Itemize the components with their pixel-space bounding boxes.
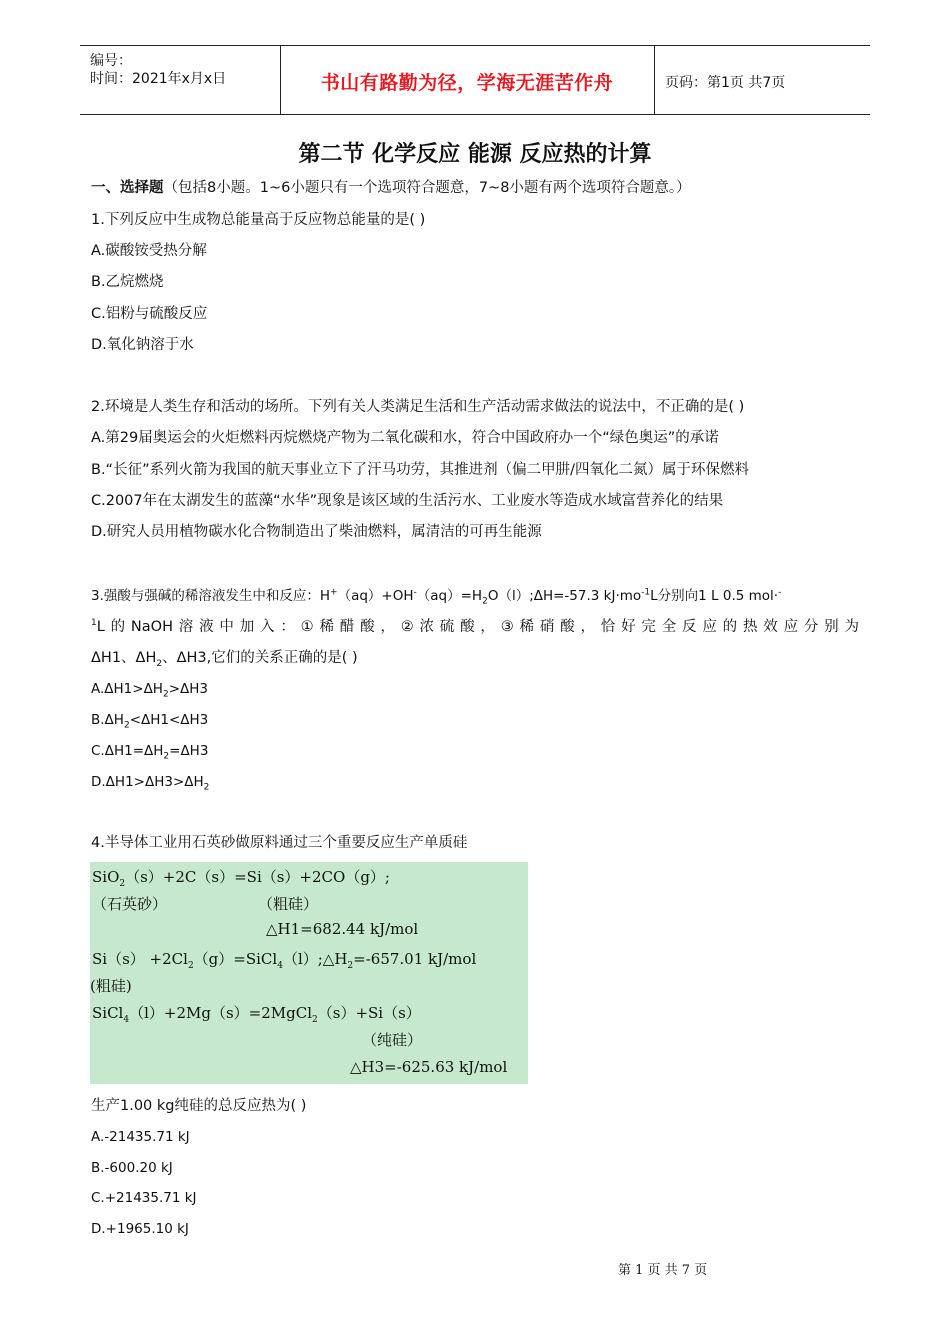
q3-stem-line2 (91, 617, 859, 637)
q3-l3-b: 、ΔH3,它们的关系正确的是( ) (162, 650, 358, 666)
eq3-a: SiCl (92, 1004, 124, 1022)
q4-option-b: B.-600.20 kJ (91, 1160, 173, 1176)
eq3-c: （s）+Si（s） (317, 1004, 421, 1022)
q3-l1-b: （aq）+OH (337, 588, 414, 604)
q3-option-a (91, 679, 208, 699)
q3-b-pre: B.ΔH (91, 712, 124, 728)
label-crude-silicon-1: （粗硅） (258, 895, 319, 913)
q3-l1-sup1: + (330, 587, 338, 598)
page-title: 第二节 化学反应 能源 反应热的计算 (298, 142, 652, 167)
q2-option-a: A.第29届奥运会的火炬燃料丙烷燃烧产物为二氧化碳和水，符合中国政府办一个“绿色奥运”的承诺 (91, 430, 719, 446)
label-pure-silicon: （纯硅） (362, 1031, 423, 1049)
header-table (80, 45, 870, 115)
delta-h1: △H1=682.44 kJ/mol (266, 920, 419, 938)
q3-l2-sup: 1 (91, 618, 97, 629)
q3-stem-line1 (91, 586, 781, 606)
header-page-cell (655, 46, 870, 114)
q1-option-a: A.碳酸铵受热分解 (91, 243, 207, 259)
page-footer: 第 1 页 共 7 页 (618, 1263, 708, 1278)
q4-option-a: A.-21435.71 kJ (91, 1129, 190, 1145)
eq2-b: （g）=SiCl (193, 950, 278, 968)
q4-question: 生产1.00 kg纯硅的总反应热为( ) (91, 1098, 307, 1114)
eq2-sub3: 2 (347, 961, 354, 971)
section-heading-text: 一、选择题 (91, 180, 164, 196)
section-note: （包括8小题。1~6小题只有一个选项符合题意，7~8小题有两个选项符合题意。） (163, 180, 691, 196)
q3-a-pre: A.ΔH1>ΔH (91, 681, 163, 697)
header-motto-cell (280, 46, 655, 114)
eq2-sub: 2 (187, 961, 194, 971)
reaction-equations-box (90, 862, 528, 1084)
q3-l1-c: （aq）=H (416, 588, 483, 604)
q4-option-d: D.+1965.10 kJ (91, 1221, 189, 1237)
label-crude-silicon-2: (粗硅) (90, 977, 132, 995)
q3-d-sub: 2 (203, 782, 210, 793)
q3-l1-sup4: - (778, 587, 782, 598)
q2-option-d: D.研究人员用植物碳水化合物制造出了柴油燃料，属清洁的可再生能源 (91, 524, 542, 540)
label-quartz-sand: （石英砂） (92, 895, 168, 913)
q3-option-d (91, 772, 209, 792)
q1-option-d: D.氧化钠溶于水 (91, 337, 194, 353)
q3-l2-text: L的NaOH溶液中加入：①稀醋酸，②浓硫酸，③稀硝酸，恰好完全反应的热效应分别为 (96, 619, 859, 635)
q4-option-c: C.+21435.71 kJ (91, 1190, 197, 1206)
eq3-sub: 4 (123, 1015, 130, 1025)
equation-1 (92, 866, 390, 887)
q2-option-c: C.2007年在太湖发生的蓝藻“水华”现象是该区域的生活污水、工业废水等造成水域富营养化的结果 (91, 493, 724, 509)
eq3-b: （l）+2Mg（s）=2MgCl (129, 1004, 313, 1022)
section-heading (91, 178, 691, 198)
q3-d-pre: D.ΔH1>ΔH3>ΔH (91, 774, 204, 790)
q2-stem: 2.环境是人类生存和活动的场所。下列有关人类满足生活和生产活动需求做法的说法中，不正确的是( ) (91, 399, 745, 415)
q3-a-sub: 2 (162, 689, 169, 700)
q3-l1-sup2: - (413, 587, 417, 598)
q1-option-c: C.铝粉与硫酸反应 (91, 306, 208, 322)
q3-stem-line3 (91, 648, 358, 668)
q1-stem: 1.下列反应中生成物总能量高于反应物总能量的是( ) (91, 212, 426, 228)
eq2-c: （l）;△H (282, 950, 348, 968)
q3-option-c (91, 741, 208, 761)
q3-a-post: >ΔH3 (168, 681, 208, 697)
q1-option-b: B.乙烷燃烧 (91, 274, 164, 290)
eq2-sub2: 4 (277, 961, 283, 971)
q3-l1-sup3: -1 (641, 587, 651, 598)
q3-option-b (91, 710, 208, 730)
q3-l3-sub: 2 (156, 658, 163, 669)
q3-c-post: =ΔH3 (169, 743, 209, 759)
q3-l1-d: O（l）;ΔH=-57.3 kJ·mo (487, 588, 642, 604)
q3-l1-e: L分别向1 L 0.5 mol· (650, 588, 779, 604)
q3-c-sub: 2 (163, 751, 170, 762)
q3-b-post: <ΔH1<ΔH3 (129, 712, 209, 728)
delta-h3: △H3=-625.63 kJ/mol (350, 1058, 508, 1076)
eq1-a: SiO (92, 868, 120, 886)
header-info-cell (80, 46, 281, 114)
page-info: 页码：第1页 共7页 (665, 75, 786, 91)
eq2-d: =-657.01 kJ/mol (353, 950, 477, 968)
q3-c-pre: C.ΔH1=ΔH (91, 743, 164, 759)
q3-b-sub: 2 (123, 720, 130, 731)
number-label: 编号： (90, 53, 132, 69)
q2-option-b: B.“长征”系列火箭为我国的航天事业立下了汗马功劳，其推进剂（偏二甲肼/四氧化二氮）属于环保燃料 (91, 462, 749, 478)
eq2-a: Si（s） +2Cl (92, 950, 188, 968)
eq1-b: （s）+2C（s）=Si（s）+2CO（g）; (125, 868, 390, 886)
time-label: 时间：2021年x月x日 (90, 71, 227, 87)
equation-3 (92, 1002, 421, 1023)
eq1-sub: 2 (119, 879, 126, 889)
q4-stem: 4.半导体工业用石英砂做原料通过三个重要反应生产单质硅 (91, 835, 468, 851)
q3-l1-sub1: 2 (482, 596, 488, 607)
eq3-sub2: 2 (312, 1015, 318, 1025)
motto: 书山有路勤为径，学海无涯苦作舟 (320, 72, 614, 94)
equation-2 (92, 948, 476, 969)
q3-l3-a: ΔH1、ΔH (91, 650, 157, 666)
q3-l1-a: 3.强酸与强碱的稀溶液发生中和反应：H (91, 588, 331, 604)
